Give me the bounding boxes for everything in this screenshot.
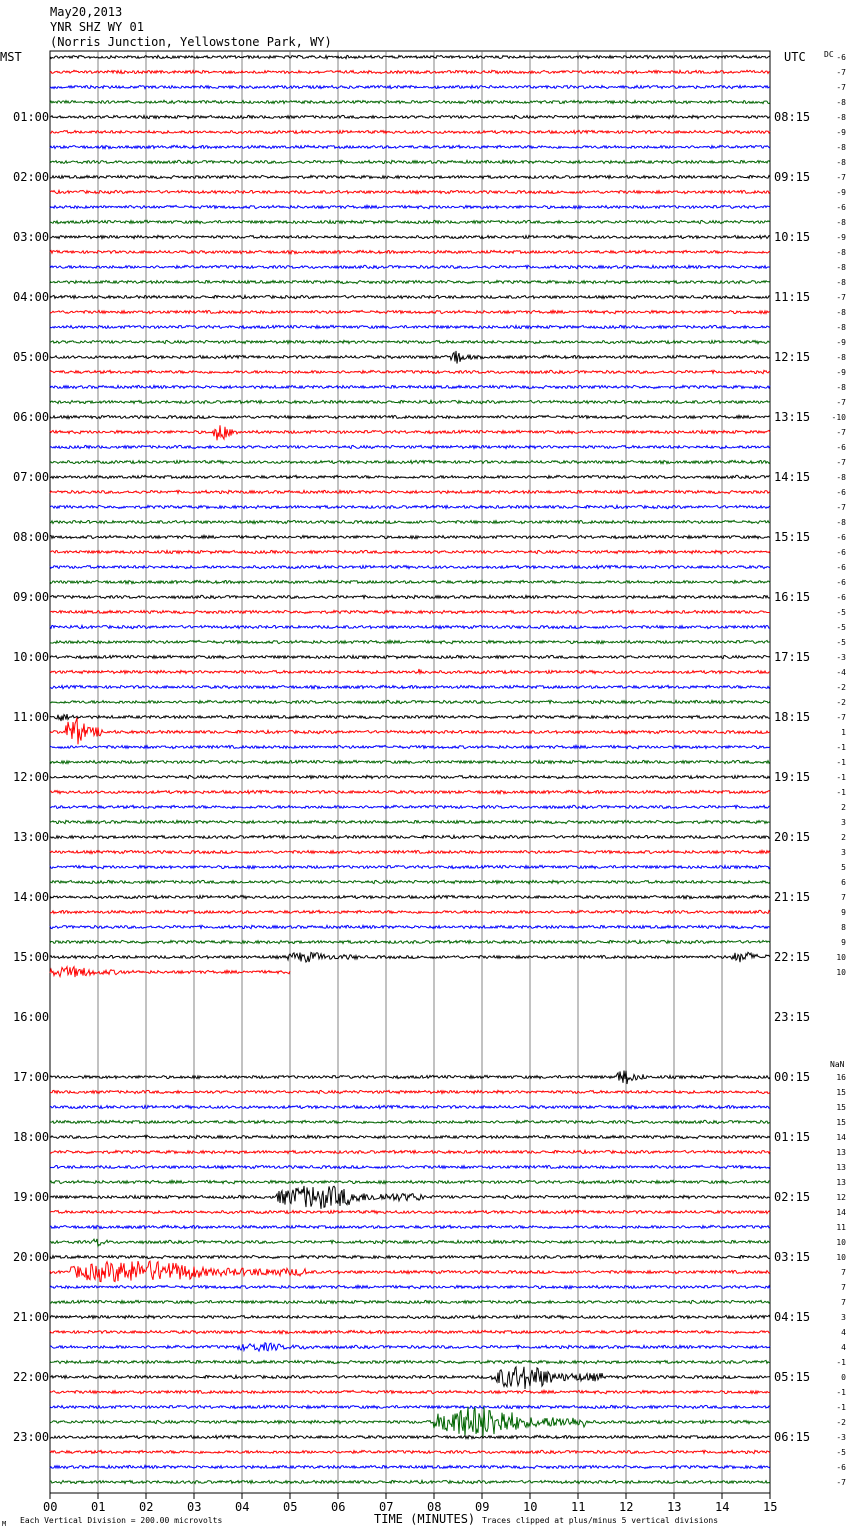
trace-row: [50, 940, 770, 943]
dc-offset-label: 16: [836, 1073, 846, 1082]
dc-offset-label: -7: [836, 68, 846, 77]
trace-row: [50, 100, 770, 103]
left-timezone-label: MST: [0, 50, 22, 64]
right-hour-label: 14:15: [774, 470, 811, 484]
dc-offset-label: -8: [836, 353, 846, 362]
left-hour-label: 06:00: [13, 410, 50, 424]
dc-offset-label: -4: [836, 668, 846, 677]
left-hour-label: 20:00: [13, 1250, 50, 1264]
trace-row: [50, 325, 770, 328]
header-station: YNR SHZ WY 01: [50, 20, 144, 34]
dc-offset-label: -6: [836, 443, 846, 452]
trace-row: [50, 130, 770, 133]
dc-offset-label: -8: [836, 158, 846, 167]
dc-offset-label: 14: [836, 1208, 846, 1217]
trace-row: [50, 850, 770, 853]
right-hour-label: 00:15: [774, 1070, 811, 1084]
dc-offset-label: -9: [836, 233, 846, 242]
dc-offset-label: -8: [836, 98, 846, 107]
trace-row: [50, 1480, 770, 1483]
left-hour-label: 21:00: [13, 1310, 50, 1324]
dc-offset-label: -5: [836, 608, 846, 617]
dc-offset-label: -8: [836, 248, 846, 257]
trace-row: [50, 775, 770, 778]
dc-offset-label: 8: [841, 923, 846, 932]
right-hour-label: 16:15: [774, 590, 811, 604]
dc-offset-label: 14: [836, 1133, 846, 1142]
trace-row: [50, 640, 770, 643]
right-hour-label: 01:15: [774, 1130, 811, 1144]
dc-offset-label: -8: [836, 323, 846, 332]
trace-row: [50, 1120, 770, 1123]
trace-row: [50, 925, 770, 928]
dc-offset-label: 12: [836, 1193, 846, 1202]
right-hour-label: 18:15: [774, 710, 811, 724]
dc-offset-label: -2: [836, 698, 846, 707]
x-tick-label: 01: [91, 1500, 106, 1514]
trace-row: [50, 1285, 770, 1288]
dc-offset-label: -9: [836, 188, 846, 197]
dc-offset-label: -1: [836, 788, 846, 797]
dc-offset-label: -8: [836, 278, 846, 287]
left-hour-label: 01:00: [13, 110, 50, 124]
trace-row: [50, 520, 770, 523]
right-hour-label: 19:15: [774, 770, 811, 784]
trace-row: [50, 714, 770, 721]
dc-offset-label: 6: [841, 878, 846, 887]
dc-offset-label: 2: [841, 833, 846, 842]
dc-offset-label: 0: [841, 1373, 846, 1382]
trace-row: [50, 790, 770, 793]
trace-row: [50, 1330, 770, 1333]
dc-offset-label: -2: [836, 683, 846, 692]
dc-offset-label: 3: [841, 848, 846, 857]
dc-offset-label: -3: [836, 1433, 846, 1442]
dc-offset-label: -6: [836, 533, 846, 542]
dc-offset-label: 13: [836, 1148, 846, 1157]
trace-row: [50, 880, 770, 883]
trace-row: [50, 445, 770, 448]
dc-offset-label: -7: [836, 1478, 846, 1487]
dc-offset-label: 1: [841, 728, 846, 737]
left-hour-label: 02:00: [13, 170, 50, 184]
trace-row: [50, 625, 770, 628]
dc-offset-label: 10: [836, 953, 846, 962]
trace-row: [50, 400, 770, 403]
dc-offset-label: -2: [836, 1418, 846, 1427]
right-hour-label: 09:15: [774, 170, 811, 184]
dc-offset-label: -9: [836, 128, 846, 137]
trace-row: [50, 1071, 770, 1085]
dc-offset-label: 10: [836, 1238, 846, 1247]
dc-offset-label: 4: [841, 1328, 846, 1337]
left-hour-label: 08:00: [13, 530, 50, 544]
dc-offset-label: -6: [836, 593, 846, 602]
x-tick-label: 10: [523, 1500, 538, 1514]
trace-row: [50, 718, 770, 745]
trace-row: [50, 415, 770, 418]
trace-row: [50, 1407, 770, 1437]
trace-row: [50, 1343, 770, 1351]
trace-row: [50, 910, 770, 913]
dc-offset-label: -1: [836, 758, 846, 767]
trace-row: [50, 1105, 770, 1108]
x-tick-label: 08: [427, 1500, 442, 1514]
scale-note: Each Vertical Division = 200.00 microvolts: [20, 1516, 223, 1525]
trace-row: [50, 175, 770, 178]
trace-row: [50, 835, 770, 838]
x-tick-label: 06: [331, 1500, 346, 1514]
dc-offset-label: 9: [841, 908, 846, 917]
trace-row: [50, 265, 770, 268]
dc-offset-label: 10: [836, 1253, 846, 1262]
dc-offset-label: -1: [836, 1403, 846, 1412]
trace-row: [50, 805, 770, 808]
right-hour-label: 22:15: [774, 950, 811, 964]
dc-offset-label: -6: [836, 488, 846, 497]
dc-offset-label: 7: [841, 1268, 846, 1277]
dc-offset-label: 13: [836, 1178, 846, 1187]
dc-offset-label: -5: [836, 623, 846, 632]
dc-offset-label: 10: [836, 968, 846, 977]
trace-row: [50, 1150, 770, 1153]
corner-mark: M: [2, 1520, 7, 1528]
dc-offset-label: 3: [841, 1313, 846, 1322]
trace-row: [50, 505, 770, 508]
dc-offset-label: 15: [836, 1088, 846, 1097]
trace-row: [50, 55, 770, 58]
x-tick-label: 03: [187, 1500, 202, 1514]
trace-row: [50, 700, 770, 703]
dc-offset-label: -1: [836, 1388, 846, 1397]
right-timezone-label: UTC: [784, 50, 806, 64]
right-hour-label: 21:15: [774, 890, 811, 904]
right-hour-label: 17:15: [774, 650, 811, 664]
right-hour-label: 15:15: [774, 530, 811, 544]
dc-offset-label: -8: [836, 308, 846, 317]
dc-offset-label: -6: [836, 203, 846, 212]
dc-label: DC: [824, 50, 834, 59]
dc-offset-label: -8: [836, 113, 846, 122]
trace-row: [50, 340, 770, 343]
x-axis-label: TIME (MINUTES): [374, 1512, 476, 1526]
dc-offset-label: 13: [836, 1163, 846, 1172]
dc-offset-label: 3: [841, 818, 846, 827]
trace-row: [50, 1315, 770, 1318]
trace-row: [50, 425, 770, 440]
trace-row: [50, 669, 770, 674]
trace-row: [50, 310, 770, 313]
dc-offset-label: -7: [836, 398, 846, 407]
left-hour-label: 16:00: [13, 1010, 50, 1024]
dc-offset-label: -7: [836, 458, 846, 467]
trace-row: [50, 1405, 770, 1408]
dc-offset-label: 5: [841, 863, 846, 872]
dc-offset-label: -1: [836, 743, 846, 752]
dc-offset-label: -8: [836, 473, 846, 482]
x-tick-label: 13: [667, 1500, 682, 1514]
dc-offset-label: -5: [836, 638, 846, 647]
x-tick-label: 07: [379, 1500, 394, 1514]
right-hour-label: 11:15: [774, 290, 811, 304]
trace-row: [50, 655, 770, 658]
header-location: (Norris Junction, Yellowstone Park, WY): [50, 35, 332, 49]
trace-row: [50, 115, 770, 118]
trace-row: [50, 370, 770, 373]
right-hour-label: 12:15: [774, 350, 811, 364]
trace-row: [50, 1435, 770, 1438]
trace-row: [50, 475, 770, 478]
dc-offset-label: 7: [841, 893, 846, 902]
left-hour-label: 12:00: [13, 770, 50, 784]
trace-row: [50, 1390, 770, 1393]
x-tick-label: 11: [571, 1500, 586, 1514]
trace-row: [50, 351, 770, 364]
right-hour-label: 06:15: [774, 1430, 811, 1444]
left-hour-label: 03:00: [13, 230, 50, 244]
trace-row: [50, 70, 770, 73]
trace-row: [50, 235, 770, 238]
trace-row: [50, 760, 770, 763]
dc-offset-label: 15: [836, 1103, 846, 1112]
x-tick-label: 14: [715, 1500, 730, 1514]
trace-row: [50, 460, 770, 463]
x-tick-label: 05: [283, 1500, 298, 1514]
dc-offset-label: -7: [836, 173, 846, 182]
trace-row: [50, 1165, 770, 1168]
trace-row: [50, 1367, 770, 1389]
trace-row: [50, 1186, 770, 1209]
left-hour-label: 19:00: [13, 1190, 50, 1204]
dc-offset-label: -9: [836, 338, 846, 347]
dc-offset-label: 7: [841, 1283, 846, 1292]
dc-offset-label: 9: [841, 938, 846, 947]
trace-row: [50, 580, 770, 583]
x-tick-label: 12: [619, 1500, 634, 1514]
trace-row: [50, 1255, 770, 1258]
trace-row: [50, 685, 770, 688]
dc-offset-label: -5: [836, 1448, 846, 1457]
dc-offset-label: -10: [831, 413, 846, 422]
dc-offset-label: -7: [836, 713, 846, 722]
dc-offset-label: 2: [841, 803, 846, 812]
trace-row: [50, 595, 770, 598]
x-tick-label: 02: [139, 1500, 154, 1514]
trace-row: [50, 190, 770, 193]
trace-row: [50, 1135, 770, 1138]
right-hour-label: 13:15: [774, 410, 811, 424]
dc-offset-label: 15: [836, 1118, 846, 1127]
dc-offset-label: -8: [836, 383, 846, 392]
trace-row: [50, 610, 770, 613]
dc-offset-label: -7: [836, 428, 846, 437]
trace-row: [50, 1090, 770, 1093]
dc-offset-label: 4: [841, 1343, 846, 1352]
x-tick-label: 15: [763, 1500, 778, 1514]
right-hour-label: 02:15: [774, 1190, 811, 1204]
trace-row: [50, 490, 770, 493]
dc-offset-label: -6: [836, 548, 846, 557]
trace-row: [50, 295, 770, 298]
dc-offset-label: 11: [836, 1223, 846, 1232]
left-hour-label: 18:00: [13, 1130, 50, 1144]
trace-row: [50, 160, 770, 163]
left-hour-label: 05:00: [13, 350, 50, 364]
nan-label: NaN: [830, 1060, 845, 1069]
trace-row: [50, 550, 770, 553]
trace-row: [50, 1225, 770, 1228]
trace-row: [50, 145, 770, 148]
x-tick-label: 00: [43, 1500, 58, 1514]
dc-offset-label: -6: [836, 578, 846, 587]
trace-row: [50, 820, 770, 823]
left-hour-label: 15:00: [13, 950, 50, 964]
dc-offset-label: -9: [836, 368, 846, 377]
trace-row: [50, 745, 770, 748]
left-hour-label: 13:00: [13, 830, 50, 844]
dc-offset-label: -8: [836, 218, 846, 227]
left-hour-label: 07:00: [13, 470, 50, 484]
clip-note: Traces clipped at plus/minus 5 vertical divisions: [482, 1516, 719, 1525]
trace-row: [50, 952, 770, 962]
trace-row: [50, 865, 770, 868]
dc-offset-label: 7: [841, 1298, 846, 1307]
left-hour-label: 09:00: [13, 590, 50, 604]
dc-offset-label: -3: [836, 653, 846, 662]
trace-row: [50, 535, 770, 538]
dc-offset-label: -8: [836, 143, 846, 152]
right-hour-label: 10:15: [774, 230, 811, 244]
trace-row: [50, 250, 770, 253]
header-date: May20,2013: [50, 5, 123, 19]
dc-offset-label: -1: [836, 773, 846, 782]
right-hour-label: 08:15: [774, 110, 811, 124]
dc-offset-label: -7: [836, 293, 846, 302]
right-hour-label: 04:15: [774, 1310, 811, 1324]
trace-row: [50, 205, 770, 208]
trace-row: [50, 1210, 770, 1213]
dc-offset-label: -6: [836, 1463, 846, 1472]
x-tick-label: 04: [235, 1500, 250, 1514]
dc-offset-label: -8: [836, 263, 846, 272]
left-hour-label: 17:00: [13, 1070, 50, 1084]
trace-row: [50, 220, 770, 223]
right-hour-label: 20:15: [774, 830, 811, 844]
left-hour-label: 23:00: [13, 1430, 50, 1444]
trace-row: [50, 280, 770, 283]
trace-row: [50, 895, 770, 898]
dc-offset-label: -1: [836, 1358, 846, 1367]
dc-offset-label: -8: [836, 518, 846, 527]
trace-row: [50, 1465, 770, 1468]
trace-row: [50, 1239, 770, 1246]
right-hour-label: 03:15: [774, 1250, 811, 1264]
right-hour-label: 05:15: [774, 1370, 811, 1384]
trace-row: [50, 967, 290, 977]
left-hour-label: 22:00: [13, 1370, 50, 1384]
dc-offset-label: -7: [836, 83, 846, 92]
trace-row: [50, 1180, 770, 1183]
trace-row: [50, 565, 770, 568]
trace-row: [50, 1261, 770, 1282]
trace-row: [50, 1450, 770, 1453]
dc-offset-label: -7: [836, 503, 846, 512]
trace-row: [50, 86, 770, 89]
dc-offset-label: -6: [836, 53, 846, 62]
dc-offset-label: -6: [836, 563, 846, 572]
left-hour-label: 04:00: [13, 290, 50, 304]
left-hour-label: 14:00: [13, 890, 50, 904]
trace-row: [50, 385, 770, 388]
left-hour-label: 10:00: [13, 650, 50, 664]
left-hour-label: 11:00: [13, 710, 50, 724]
x-tick-label: 09: [475, 1500, 490, 1514]
trace-row: [50, 1300, 770, 1303]
right-hour-label: 23:15: [774, 1010, 811, 1024]
trace-row: [50, 1360, 770, 1363]
